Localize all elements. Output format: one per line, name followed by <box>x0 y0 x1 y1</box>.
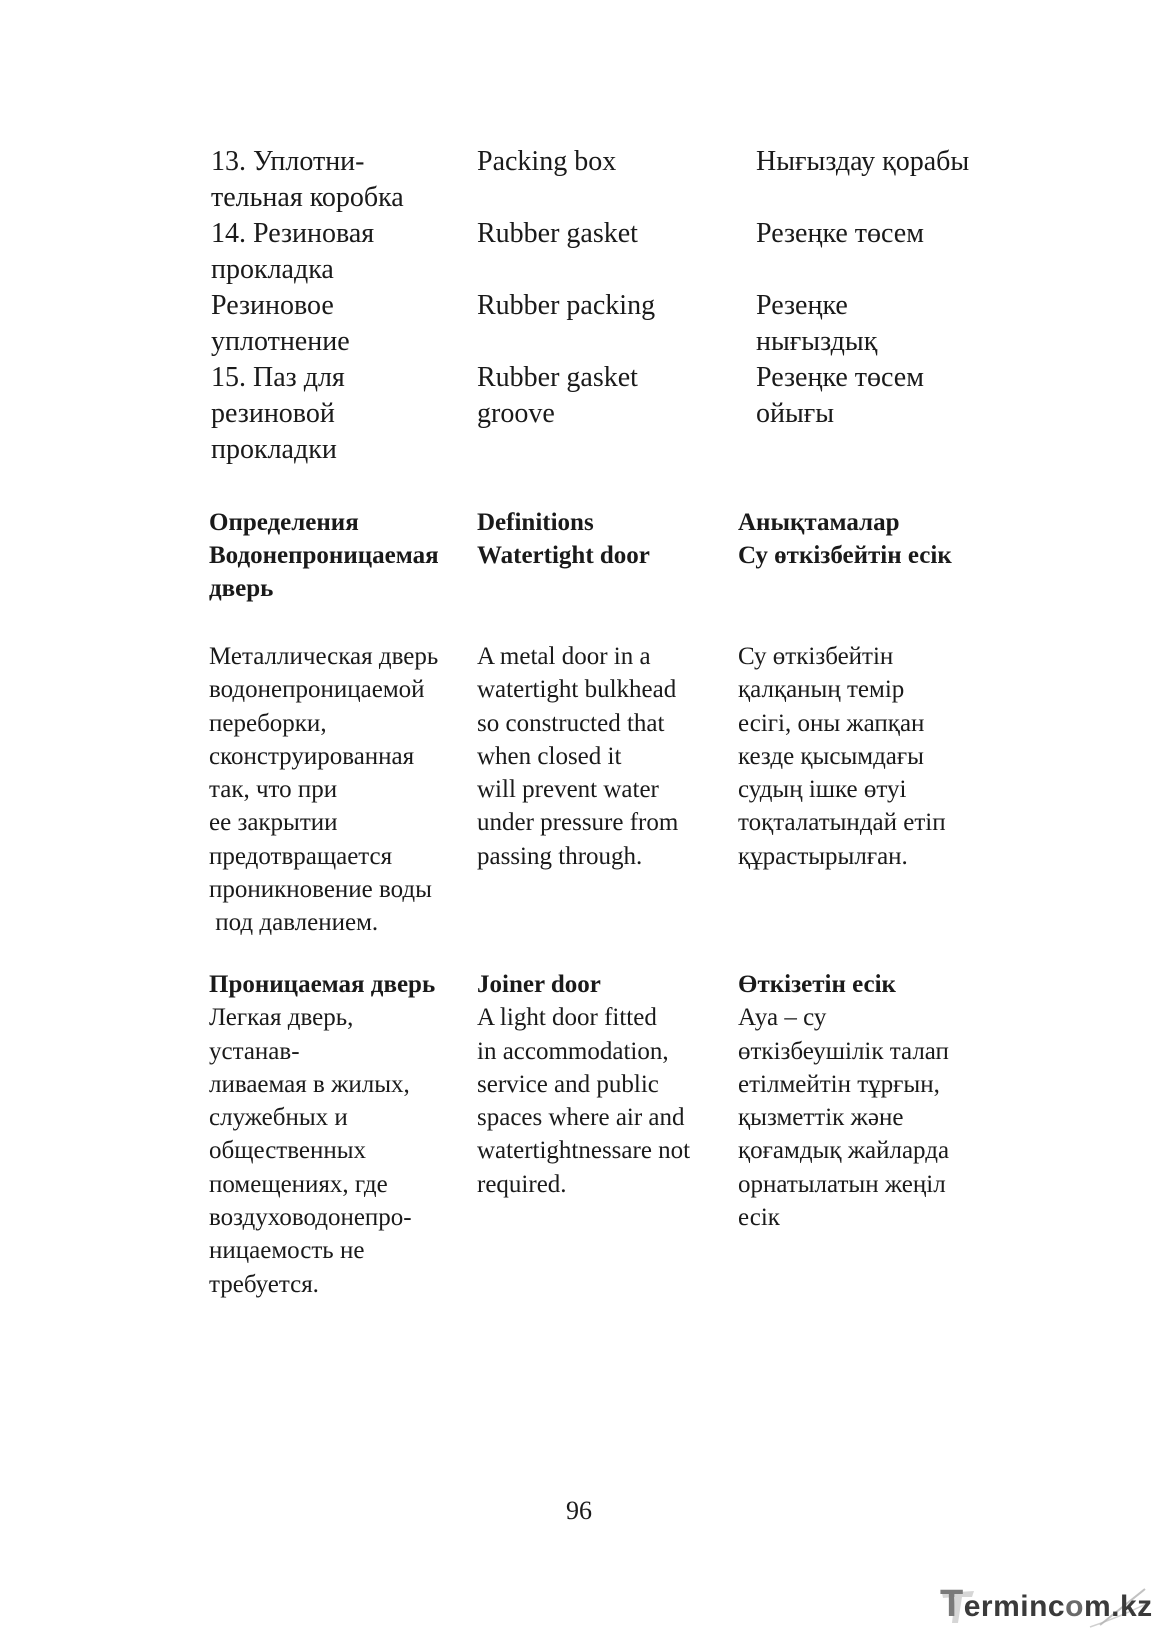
definition1-kz-line: қалқаның темір <box>738 676 905 704</box>
term-15-en-line1: Rubber gasket <box>477 362 638 393</box>
definition1-en-line: A metal door in a <box>477 643 651 670</box>
definition1-ru-line: водонепроницаемой <box>209 676 425 704</box>
definition2-ru-line: ницаемость не <box>209 1237 365 1265</box>
term-15-kz-line1: Резеңке төсем <box>756 362 924 393</box>
definition1-ru-line: Металлическая дверь <box>209 643 439 670</box>
definition2-en-term: Joiner door <box>477 971 601 998</box>
logo-text <box>940 1583 1153 1626</box>
definition2-en-line: in accommodation, <box>477 1037 669 1065</box>
definition1-kz-line: есігі, оны жапқан <box>738 709 925 737</box>
definition2-kz-line: қоғамдық жайларда <box>738 1137 950 1165</box>
heading-kz-term: Су өткізбейтін есік <box>738 542 952 569</box>
definition2-en-line: service and public <box>477 1070 659 1098</box>
definition2-ru-line: общественных <box>209 1137 367 1165</box>
logo-text-part: erminc <box>963 1590 1066 1623</box>
definition1-ru-line: ее закрытии <box>209 809 338 837</box>
term-15-ru-line1: 15. Паз для <box>211 362 345 393</box>
definition2-kz-line: өткізбеушілік талап <box>738 1037 949 1065</box>
definition2-en-line: spaces where air and <box>477 1104 685 1132</box>
term-13-ru-line1: 13. Уплотни- <box>211 146 365 177</box>
definition1-ru-line: предотвращается <box>209 842 393 870</box>
heading-ru-term-line2: дверь <box>209 575 274 602</box>
definition1-ru <box>209 640 438 940</box>
definition2-kz-line: қызметтік және <box>738 1104 904 1132</box>
term-14b-en: Rubber packing <box>477 290 656 321</box>
definition1-ru-line: под давлением. <box>209 909 379 937</box>
definition2-en-line: required. <box>477 1170 567 1198</box>
definition1-ru-line: так, что при <box>209 776 338 804</box>
term-13-ru-line2: тельная коробка <box>211 182 404 213</box>
heading-kz-definitions: Анықтамалар <box>738 509 900 536</box>
page-number: 96 <box>566 1496 592 1525</box>
definition2-ru-line: ливаемая в жилых, <box>209 1070 410 1098</box>
definition2-ru-line: устанав- <box>209 1037 300 1065</box>
definition1-en-line: under pressure from <box>477 809 679 837</box>
definition1-kz <box>738 640 946 873</box>
term-14-ru-line2: прокладка <box>211 254 334 285</box>
term-14b-ru-line1: Резиновое <box>211 290 334 321</box>
logo-letter-t: T <box>940 1583 964 1625</box>
term-15-ru-line2: резиновой <box>211 398 335 429</box>
definition1-en-line: passing through. <box>477 842 643 870</box>
definition1-ru-line: переборки, <box>209 709 327 737</box>
definition1-en-line: when closed it <box>477 742 622 770</box>
definition2-en-line: watertightnessare not <box>477 1137 691 1165</box>
term-14b-kz-line2: нығыздық <box>756 326 878 357</box>
definition2-kz-term: Өткізетін есік <box>738 971 896 998</box>
term-15-en-line2: groove <box>477 398 555 429</box>
definition2-kz-line: есік <box>738 1204 780 1232</box>
definition2-ru-line: воздуховодонепро- <box>209 1204 412 1232</box>
definition2-ru-line: служебных и <box>209 1104 348 1132</box>
logo-letter-o: o <box>1065 1590 1084 1623</box>
term-15-kz-line2: ойығы <box>756 398 835 429</box>
definition2-ru-line: требуется. <box>209 1270 319 1298</box>
term-14-ru-line1: 14. Резиновая <box>211 218 375 249</box>
definition2-ru-term: Проницаемая дверь <box>209 971 436 998</box>
definition2-kz-line: орнатылатын жеңіл <box>738 1170 946 1198</box>
term-13-en: Packing box <box>477 146 617 177</box>
definition1-en-line: will prevent water <box>477 776 659 804</box>
heading-ru-term-line1: Водонепроницаемая <box>209 542 439 569</box>
definition2-kz-line: етілмейтін тұрғын, <box>738 1070 940 1098</box>
term-14-en: Rubber gasket <box>477 218 638 249</box>
definition1-en <box>477 640 678 873</box>
definition1-kz-line: құрастырылған. <box>738 842 908 870</box>
definition2-ru-line: Легкая дверь, <box>209 1004 354 1032</box>
heading-en-term: Watertight door <box>477 542 650 569</box>
definition1-en-line: so constructed that <box>477 709 665 737</box>
logo-text-end: m.kz <box>1083 1590 1153 1623</box>
definition2-en <box>477 968 690 1201</box>
term-14b-ru-line2: уплотнение <box>211 326 350 357</box>
definition2-ru-line: помещениях, где <box>209 1170 388 1198</box>
definition1-kz-line: тоқталатындай етіп <box>738 809 946 837</box>
term-14b-kz-line1: Резеңке <box>756 290 848 321</box>
definition1-ru-line: проникновение воды <box>209 876 432 904</box>
definition1-ru-line: сконструированная <box>209 742 415 770</box>
definition1-kz-line: Су өткізбейтін <box>738 643 894 670</box>
definition2-en-line: A light door fitted <box>477 1004 657 1032</box>
heading-ru-definitions: Определения <box>209 509 359 536</box>
definition1-kz-line: судың ішке өтуі <box>738 776 907 804</box>
definition2-ru <box>209 968 435 1301</box>
term-14-kz: Резеңке төсем <box>756 218 924 249</box>
definition2-kz-line: Ауа – су <box>738 1004 827 1032</box>
definition1-en-line: watertight bulkhead <box>477 676 677 704</box>
term-13-kz: Нығыздау қорабы <box>756 146 970 177</box>
definition1-kz-line: кезде қысымдағы <box>738 742 924 770</box>
definition2-kz <box>738 968 949 1234</box>
heading-en-definitions: Definitions <box>477 509 594 536</box>
term-15-ru-line3: прокладки <box>211 434 337 465</box>
termincom-logo <box>940 1583 1153 1631</box>
